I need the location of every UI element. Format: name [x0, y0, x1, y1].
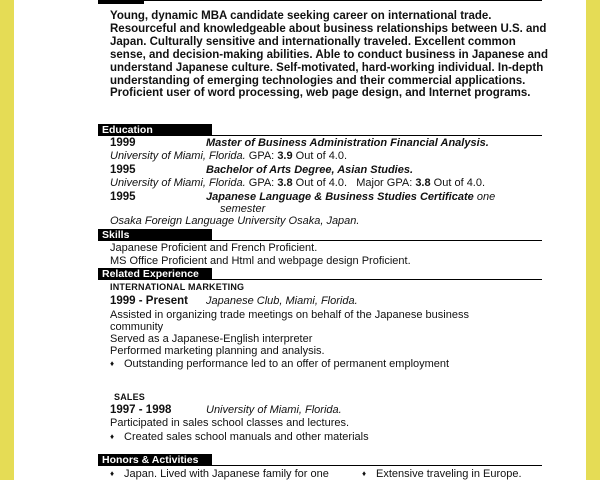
edu-degree: Japanese Language & Business Studies Certificate	[206, 191, 474, 203]
education-heading: Education	[98, 124, 212, 136]
major-gpa-value: 3.8	[415, 177, 431, 189]
job-bullet: Outstanding performance led to an offer of permanent employment	[124, 358, 450, 370]
job-bullet-line	[110, 357, 449, 371]
major-gpa-label: Major GPA:	[356, 177, 413, 189]
job-dates: 1999 - Present	[110, 295, 188, 307]
diamond-bullet-icon: ♦	[110, 432, 115, 441]
edu-degree-tail2: semester	[220, 203, 266, 215]
edu-school-line	[110, 177, 485, 190]
diamond-bullet-icon: ♦	[110, 359, 115, 368]
resume-page	[28, 0, 600, 480]
job-title: INTERNATIONAL MARKETING	[110, 282, 245, 292]
experience-heading: Related Experience	[98, 268, 212, 280]
job-line: Participated in sales school classes and lectures.	[110, 417, 350, 429]
edu-degree-tail: one	[476, 191, 496, 203]
edu-year: 1995	[110, 191, 136, 203]
job-org: Japanese Club, Miami, Florida.	[206, 295, 358, 307]
honor-text: Japan. Lived with Japanese family for one	[124, 468, 329, 480]
gpa-value: 3.8	[277, 177, 293, 189]
honors-heading: Honors & Activities	[98, 454, 212, 466]
section-rule	[212, 279, 542, 280]
section-rule	[212, 240, 542, 241]
major-gpa-suffix: Out of 4.0.	[433, 177, 486, 189]
edu-school-line	[110, 150, 347, 163]
edu-year: 1999	[110, 137, 136, 149]
edu-school: University of Miami, Florida.	[110, 150, 246, 162]
job-line: Performed marketing planning and analysis.	[110, 345, 325, 357]
edu-school: University of Miami, Florida.	[110, 177, 246, 189]
diamond-bullet-icon: ♦	[362, 469, 367, 478]
top-rule	[98, 0, 542, 1]
profile-tab	[98, 0, 144, 4]
job-dates: 1997 - 1998	[110, 404, 172, 416]
diamond-bullet-icon: ♦	[110, 469, 115, 478]
honor-text: Extensive traveling in Europe.	[376, 468, 522, 480]
job-line: Assisted in organizing trade meetings on behalf of the Japanese business	[110, 309, 469, 321]
job-title: SALES	[114, 392, 146, 402]
gpa-value: 3.9	[277, 150, 293, 162]
job-bullet: Created sales school manuals and other materials	[124, 431, 369, 443]
skill-line: MS Office Proficient and Html and webpage design Proficient.	[110, 255, 411, 267]
job-bullet-line	[110, 430, 369, 444]
gpa-suffix: Out of 4.0.	[295, 177, 348, 189]
edu-school: Osaka Foreign Language University Osaka, Japan.	[110, 215, 360, 227]
job-org: University of Miami, Florida.	[206, 404, 342, 416]
edu-degree: Master of Business Administration Financial Analysis.	[206, 137, 489, 149]
gpa-suffix: Out of 4.0.	[295, 150, 348, 162]
profile-summary: Young, dynamic MBA candidate seeking career on international trade. Resourceful and knowledgeable about business relationships between U.S. and Japan. Culturally sensitive and internationally traveled. Excellent common sense, and decision-making abilities. Able to conduct business in Japanese and understand Japanese culture. Self-motivated, hard-working individual. In-depth understanding of emerging technologies and their commercial applications. Proficient user of word processing, web page design, and Internet programs.	[110, 10, 548, 100]
honor-item	[110, 467, 329, 480]
honor-item	[362, 467, 522, 480]
skill-line: Japanese Proficient and French Proficient.	[110, 242, 318, 254]
section-rule	[212, 135, 542, 136]
job-line: community	[110, 321, 164, 333]
section-rule	[212, 465, 542, 466]
edu-degree: Bachelor of Arts Degree, Asian Studies.	[206, 164, 414, 176]
skills-heading: Skills	[98, 229, 212, 241]
gpa-label: GPA:	[248, 177, 275, 189]
edu-year: 1995	[110, 164, 136, 176]
job-line: Served as a Japanese-English interpreter	[110, 333, 313, 345]
gpa-label: GPA:	[248, 150, 275, 162]
